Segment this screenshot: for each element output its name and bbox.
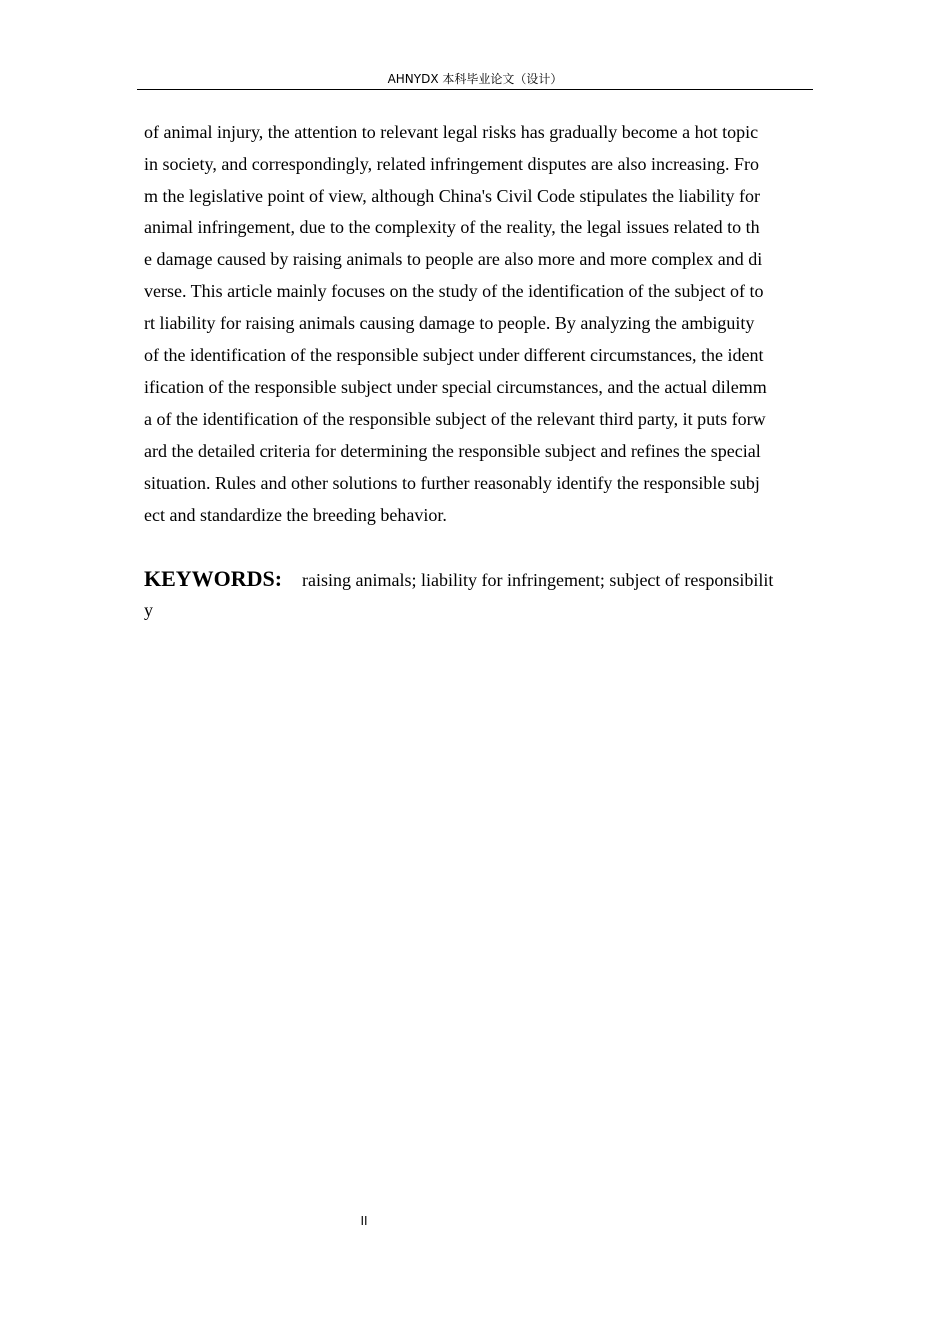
abstract-line: situation. Rules and other solutions to further reasonably identify the responsible subj [144,473,760,493]
abstract-line: m the legislative point of view, although China's Civil Code stipulates the liability for [144,186,760,206]
page-header: AHNYDX 本科毕业论文（设计） [387,72,563,86]
abstract-line: ect and standardize the breeding behavior. [144,505,447,525]
abstract-line: rt liability for raising animals causing damage to people. By analyzing the ambiguity [144,313,755,333]
keywords-label: KEYWORDS: [144,566,283,591]
header-divider [137,89,813,90]
abstract-line: of the identification of the responsible subject under different circumstances, the ident [144,345,764,365]
abstract-line: a of the identification of the responsible subject of the relevant third party, it puts forw [144,409,766,429]
abstract-line: ard the detailed criteria for determining the responsible subject and refines the special [144,441,761,461]
abstract-line: ification of the responsible subject under special circumstances, and the actual dilemm [144,377,767,397]
keywords-text-continuation: y [144,600,153,620]
abstract-line: in society, and correspondingly, related infringement disputes are also increasing. Fro [144,154,759,174]
abstract-line: verse. This article mainly focuses on the study of the identification of the subject of to [144,281,764,301]
abstract-line: of animal injury, the attention to relevant legal risks has gradually become a hot topic [144,122,759,142]
page-number: II [360,1214,368,1228]
abstract-line: animal infringement, due to the complexity of the reality, the legal issues related to th [144,217,760,237]
abstract-line: e damage caused by raising animals to people are also more and more complex and di [144,249,763,269]
keywords-text: raising animals; liability for infringement; subject of responsibilit [302,570,774,590]
